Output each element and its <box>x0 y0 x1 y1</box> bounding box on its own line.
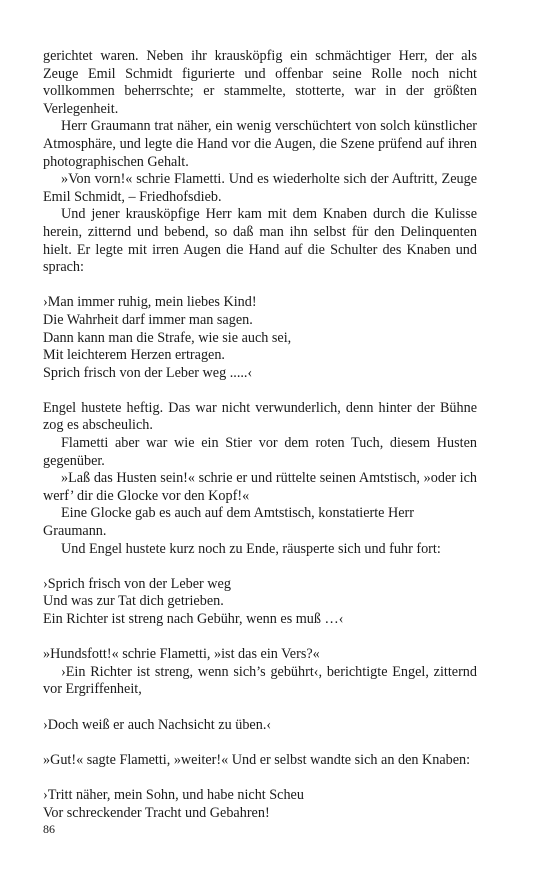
paragraph: Herr Graumann trat näher, ein wenig verschüchtert von solch künstlicher Atmosphäre, und legte die Hand vor die Augen, die Szene prüfend auf ihren photographischen Gehalt. <box>43 118 477 170</box>
verse-line: Graumann. <box>43 523 107 540</box>
verse-block <box>43 505 477 523</box>
verse-line: Eine Glocke gab es auch auf dem Amtstisch, konstatierte Herr <box>61 505 414 522</box>
paragraph: »Laß das Husten sein!« schrie er und rüttelte seinen Amtstisch, »oder ich werf’ dir die Glocke vor den Kopf!« <box>43 470 477 504</box>
paragraph: »Gut!« sagte Flametti, »weiter!« Und er selbst wandte sich an den Knaben: <box>43 751 471 768</box>
stanza-gap <box>43 734 477 752</box>
verse-block <box>43 576 477 629</box>
verse-line: Die Wahrheit darf immer man sagen. <box>43 311 253 328</box>
stanza-gap <box>43 558 477 576</box>
paragraph: Und jener krausköpfige Herr kam mit dem Knaben durch die Kulisse herein, zitternd und bebend, so daß man ihn selbst für den Delinquenten hielt. Er legte mit irren Augen die Hand auf die Schulter des Knaben und sprach: <box>43 206 477 276</box>
paragraph: Engel hustete heftig. Das war nicht verwunderlich, denn hinter der Bühne zog es abscheulich. <box>43 399 477 434</box>
paragraph: Und Engel hustete kurz noch zu Ende, räusperte sich und fuhr fort: <box>61 540 441 557</box>
verse-block <box>43 294 477 382</box>
stanza-gap <box>43 769 477 787</box>
verse-line: ›Tritt näher, mein Sohn, und habe nicht Scheu <box>43 786 304 803</box>
verse-line: Dann kann man die Strafe, wie sie auch sei, <box>43 329 292 346</box>
verse-block <box>43 523 477 541</box>
verse-line: Mit leichterem Herzen ertragen. <box>43 347 225 364</box>
verse-line: ›Sprich frisch von der Leber weg <box>43 575 231 592</box>
verse-line: Sprich frisch von der Leber weg .....‹ <box>43 364 253 381</box>
verse-line: Und was zur Tat dich getrieben. <box>43 593 224 610</box>
verse-block <box>43 717 477 735</box>
verse-line: Ein Richter ist streng nach Gebühr, wenn es muß …‹ <box>43 611 344 627</box>
paragraph: Flametti aber war wie ein Stier vor dem roten Tuch, diesem Husten gegenüber. <box>43 435 477 469</box>
paragraph: »Von vorn!« schrie Flametti. Und es wiederholte sich der Auftritt, Zeuge Emil Schmidt, – Friedhofsdieb. <box>43 171 477 205</box>
page-text <box>43 48 477 822</box>
verse-line: Vor schreckender Tracht und Gebahren! <box>43 804 270 821</box>
verse-block <box>43 787 477 822</box>
verse-block <box>43 646 477 664</box>
paragraph: gerichtet waren. Neben ihr krausköpfig ein schmächtiger Herr, der als Zeuge Emil Schmidt figurierte und offenbar seine Rolle noch nicht vollkommen beherrschte; er stammelte, stotterte, war in der größten Verlegenheit. <box>43 48 477 117</box>
stanza-gap <box>43 699 477 717</box>
stanza-gap <box>43 382 477 400</box>
verse-line: ›Doch weiß er auch Nachsicht zu üben.‹ <box>43 716 272 733</box>
verse-line: ›Man immer ruhig, mein liebes Kind! <box>43 294 257 311</box>
paragraph: ›Ein Richter ist streng, wenn sich’s gebührt‹, berichtigte Engel, zitternd vor Ergriffenheit, <box>43 663 477 698</box>
page-number: 86 <box>43 822 55 836</box>
stanza-gap <box>43 629 477 647</box>
stanza-gap <box>43 277 477 295</box>
verse-line: »Hundsfott!« schrie Flametti, »ist das ein Vers?« <box>43 646 320 663</box>
